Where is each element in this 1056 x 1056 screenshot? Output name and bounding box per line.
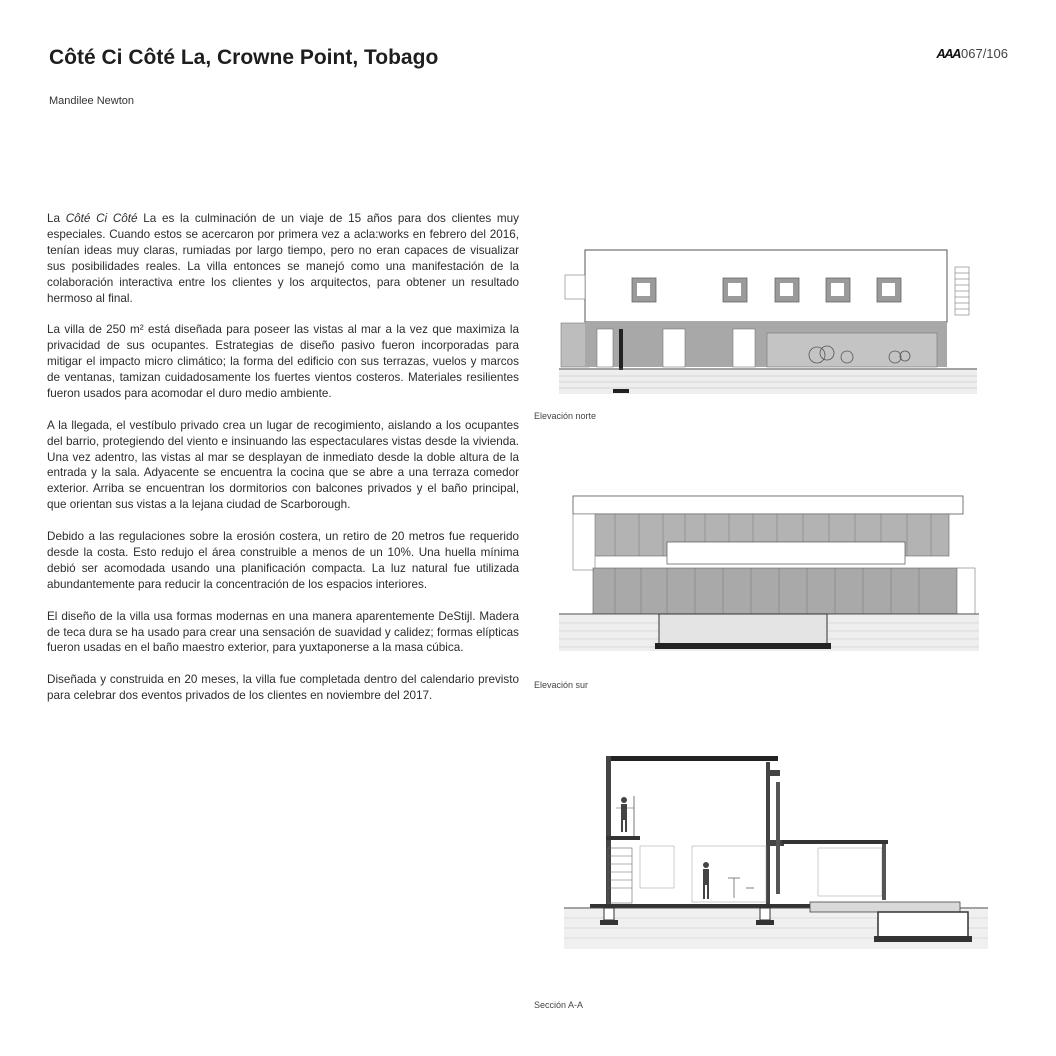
- section-aa-caption: Sección A-A: [534, 1000, 584, 1010]
- article-body: [47, 211, 519, 704]
- paragraph-6: Diseñada y construida en 20 meses, la villa fue completada dentro del calendario previsto para celebrar dos eventos privados de los clientes en noviembre del 2017.: [47, 673, 519, 703]
- paragraph-4: Debido a las regulaciones sobre la erosión costera, un retiro de 20 metros fue requerido desde la costa. Esto redujo el área construible a menos de un 10%. Una huella mínima debió ser acomodada usando una planificación compacta. La luz natural fue utilizada abundantemente para reducir la concentración de los espacios interiores.: [47, 530, 519, 591]
- north-elevation-drawing: [555, 245, 985, 405]
- page-number: [936, 46, 1008, 61]
- project-name-italic: Côté Ci Côté: [65, 212, 138, 225]
- paragraph-2: La villa de 250 m² está diseñada para poseer las vistas al mar a la vez que maximiza la privacidad de sus ocupantes. Estrategias de diseño pasivo fueron incorporadas para mitigar el impacto micro climático; la forma del edificio con sus terrazas, vuelos y marcos de ventanas, tamizan cuidadosamente los fuertes vientos costeros. Materiales resilientes fueron usados para acomodar el duro medio ambiente.: [47, 323, 519, 400]
- page-number-value: 067/106: [961, 46, 1008, 61]
- south-elevation-caption: Elevación sur: [534, 680, 589, 690]
- section-aa-drawing: [560, 748, 992, 956]
- north-elevation-caption: Elevación norte: [534, 411, 597, 421]
- paragraph-1-rest: La es la culminación de un viaje de 15 años para dos clientes muy especiales. Cuando estos se acercaron por primera vez a acla:works en febrero del 2016, tenían ideas muy claras, rumiadas por largo tiempo, pero no eran capaces de visualizar sus posibilidades reales. La villa entonces se manejó como una manifestación de la colaboración interactiva entre los clientes y los arquitectos, para obtener un resultado hermoso al final.: [47, 212, 519, 305]
- publication-logo: AAA: [936, 46, 960, 61]
- author-name: Mandilee Newton: [49, 95, 134, 107]
- paragraph-1: [47, 211, 519, 306]
- paragraph-1-prefix: La: [47, 212, 66, 225]
- page-title: Côté Ci Côté La, Crowne Point, Tobago: [49, 46, 439, 69]
- south-elevation-drawing: [555, 492, 985, 657]
- paragraph-3: A la llegada, el vestíbulo privado crea un lugar de recogimiento, aislando a los ocupantes del barrio, protegiendo del viento e insinuando las espectaculares vistas desde la vivienda. Una vez adentro, las vistas al mar se desplayan de inmediato desde la doble altura de la entrada y la sala. Adyacente se encuentra la cocina que se abre a una terraza comedor exterior. Arriba se encuentran los dormitorios con balcones privados y el baño principal, que orientan sus vistas a la lejana ciudad de Scarborough.: [47, 418, 519, 512]
- paragraph-5: El diseño de la villa usa formas modernas en una manera aparentemente DeStijl. Madera de teca dura se ha usado para crear una sensación de suavidad y calidez; formas elípticas fueron usadas en el baño maestro exterior, para yuxtaponerse a la masa cúbica.: [47, 609, 519, 655]
